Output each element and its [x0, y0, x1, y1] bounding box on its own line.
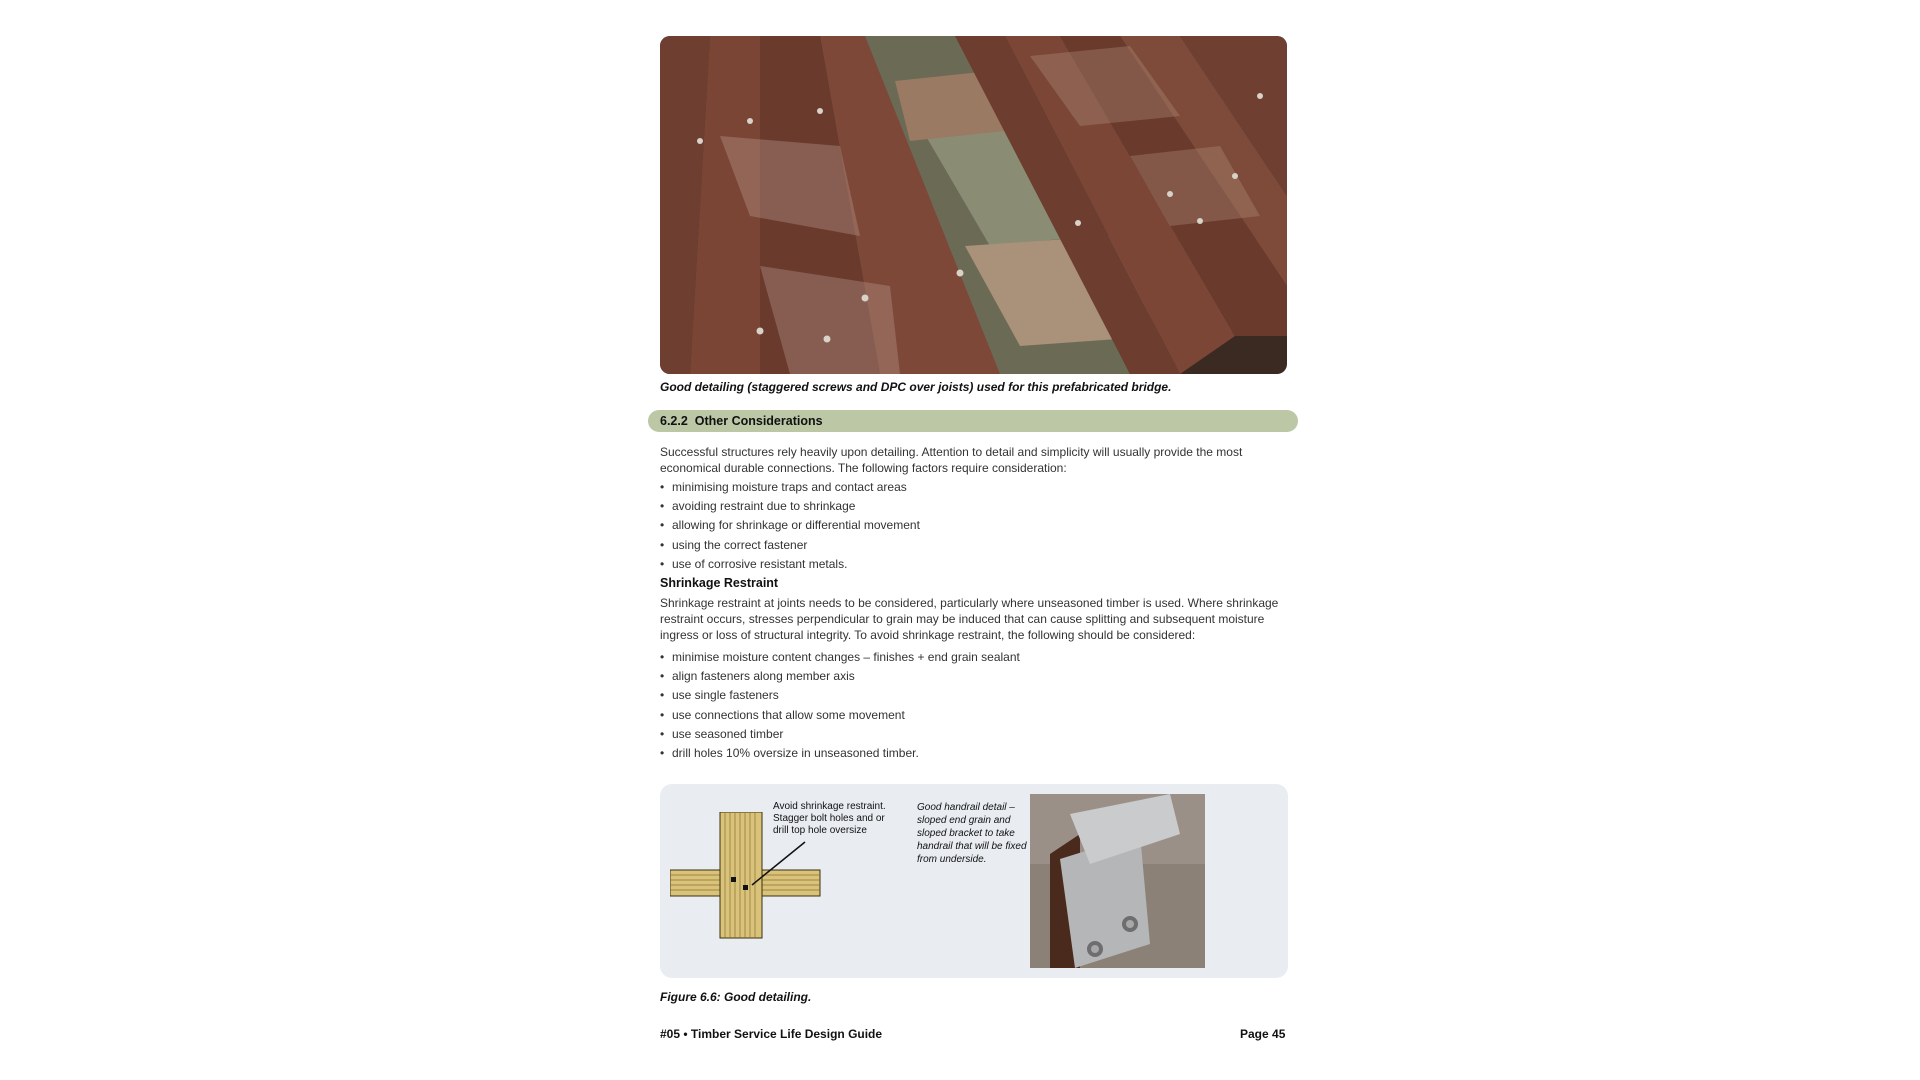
bullet: •	[660, 726, 665, 741]
list-item: • use connections that allow some movement	[660, 706, 1020, 725]
photo-caption: Good detailing (staggered screws and DPC over joists) used for this prefabricated bridge.	[660, 380, 1172, 394]
bullet: •	[660, 556, 665, 571]
bullet: •	[660, 707, 665, 722]
list-item: • allowing for shrinkage or differential movement	[660, 516, 920, 535]
list-item: • using the correct fastener	[660, 536, 920, 555]
section-number: 6.2.2	[660, 414, 688, 428]
joint-annotation: Avoid shrinkage restraint. Stagger bolt holes and or drill top hole oversize	[773, 801, 886, 836]
list-item: • avoiding restraint due to shrinkage	[660, 497, 920, 516]
bullet: •	[660, 537, 665, 552]
list-item: • use single fasteners	[660, 686, 1020, 705]
list-item: • align fasteners along member axis	[660, 667, 1020, 686]
list-item: • use seasoned timber	[660, 725, 1020, 744]
bullet: •	[660, 518, 665, 533]
bridge-decking-photo	[660, 36, 1287, 374]
intro-paragraph: Successful structures rely heavily upon detailing. Attention to detail and simplicity will usually provide the most economical durable connections. The following factors require consideration:	[660, 445, 1243, 475]
bullet: •	[660, 669, 665, 684]
list-item: • minimise moisture content changes – finishes + end grain sealant	[660, 648, 1020, 667]
bullet: •	[660, 499, 665, 514]
section-heading-bar	[648, 410, 1298, 432]
figure-panel	[660, 784, 1288, 978]
list-item: • minimising moisture traps and contact areas	[660, 478, 920, 497]
figure-caption: Figure 6.6: Good detailing.	[660, 990, 812, 1004]
factors-list	[660, 478, 920, 574]
shrinkage-paragraph: Shrinkage restraint at joints needs to be considered, particularly where unseasoned timber is used. Where shrinkage restraint occurs, stresses perpendicular to grain may be induced that can cause splitting and subsequent moisture ingress or loss of structural integrity. To avoid shrinkage restraint, the following should be considered:	[660, 596, 1279, 642]
section-heading	[660, 414, 823, 428]
bullet: •	[660, 745, 665, 760]
list-item: • use of corrosive resistant metals.	[660, 555, 920, 574]
bullet: •	[660, 688, 665, 703]
bullet: •	[660, 480, 665, 494]
bullet: •	[660, 650, 665, 664]
subheading-shrinkage-restraint: Shrinkage Restraint	[660, 576, 779, 590]
shrinkage-list	[660, 648, 1020, 763]
list-item: • drill holes 10% oversize in unseasoned timber.	[660, 744, 1020, 763]
footer-guide-title: #05 • Timber Service Life Design Guide	[660, 1027, 883, 1041]
page-number: Page 45	[1240, 1027, 1286, 1041]
section-title: Other Considerations	[694, 414, 823, 428]
handrail-annotation: Good handrail detail – sloped end grain and sloped bracket to take handrail that will be fixed from underside.	[917, 802, 1027, 865]
handrail-bracket-photo	[1030, 794, 1205, 968]
